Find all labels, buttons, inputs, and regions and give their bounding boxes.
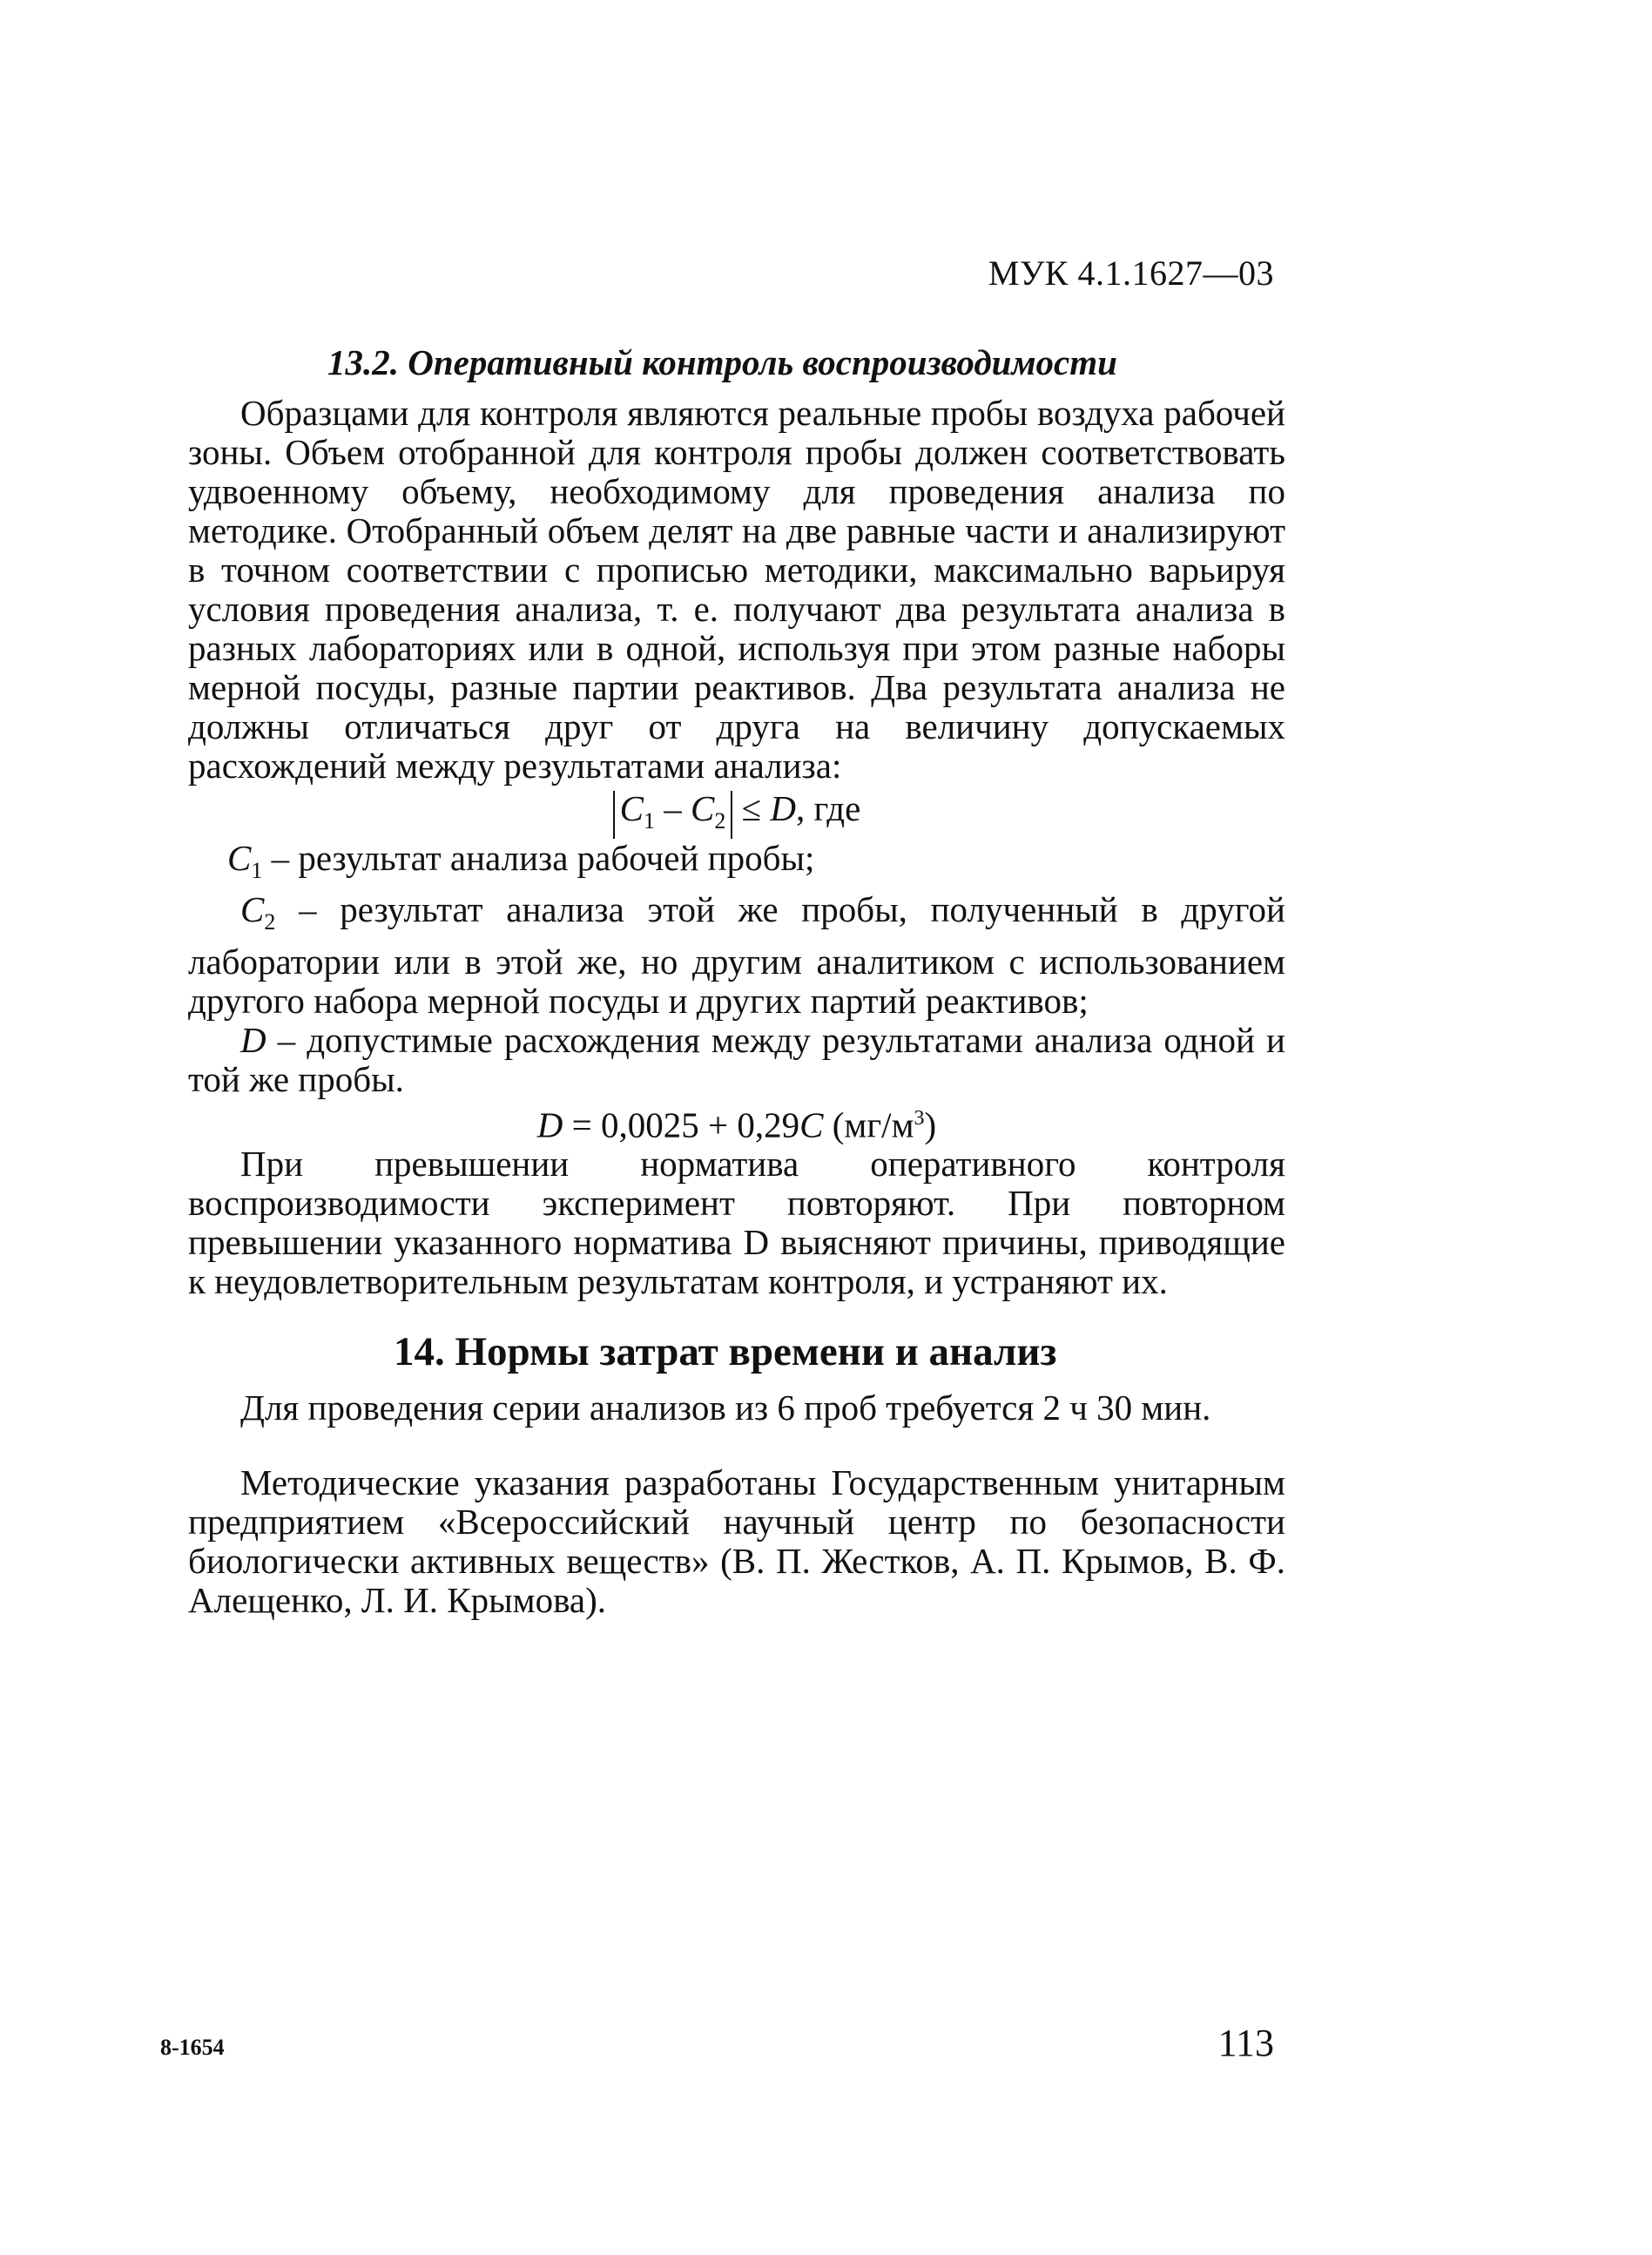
reproducibility-formula: $C_1 - C_2 \le D$, где <box>188 789 1285 839</box>
credits-paragraph: Методические указания разработаны Государственным унитарным предприятием «Всероссийский научный центр по безопасности биологически активных веществ» (В. П. Жестков, А. П. Крымов, В. Ф. Алещенко, Л. И. Крымова). <box>188 1462 1285 1620</box>
section-14-text: Для проведения серии анализов из 6 проб требуется 2 ч 30 мин. <box>240 1387 1211 1428</box>
footer-print-code: 8-1654 <box>160 2035 225 2060</box>
definition-c1: $C_1$ – результат анализа рабочей пробы; <box>227 838 815 884</box>
tolerance-formula: D = 0,0025 + 0,29C $(мг/м^3)$ <box>536 1104 937 1145</box>
closing-paragraph: При превышении норматива оперативного контроля воспроизводимости эксперимент повторяют. При повторном превышении указанного норматива D выясняют причины, приводящие к неудовлетворительным результатам контроля, и устраняют их. <box>188 1144 1285 1302</box>
page-number: 113 <box>1217 2022 1274 2064</box>
section-14-title: 14. Нормы затрат времени и анализ <box>394 1329 1057 1374</box>
section-13-2-body <box>188 394 1285 1301</box>
intro-paragraph: Образцами для контроля являются реальные пробы воздуха рабочей зоны. Объем отобранной для контроля пробы должен соответствовать удвоенному объему, необходимому для проведения анализа по методике. Отобранный объем делят на две равные части и анализируют в точном соответствии с прописью методики, максимально варьируя условия проведения анализа, т. е. получают два результата анализа в разных лабораториях или в одной, используя при этом разные наборы мерной посуды, разные партии реактивов. Два результата анализа не должны отличаться друг от друга на величину допускаемых расхождений между результатами анализа: <box>188 393 1285 786</box>
section-13-2-title: 13.2. Оперативный контроль воспроизводимости <box>327 342 1117 382</box>
absolute-difference: $C_1 - C_2$ <box>613 791 733 839</box>
definition-c2: $C_2$ – результат анализа этой же пробы, полученный в другой лаборатории или в этой же, но другим аналитиком с использованием другого набора мерной посуды и других партий реактивов; <box>188 889 1285 1021</box>
definition-d: D – допустимые расхождения между результатами анализа одной и той же пробы. <box>188 1019 1285 1099</box>
document-code-header: МУК 4.1.1627—03 <box>988 253 1274 293</box>
